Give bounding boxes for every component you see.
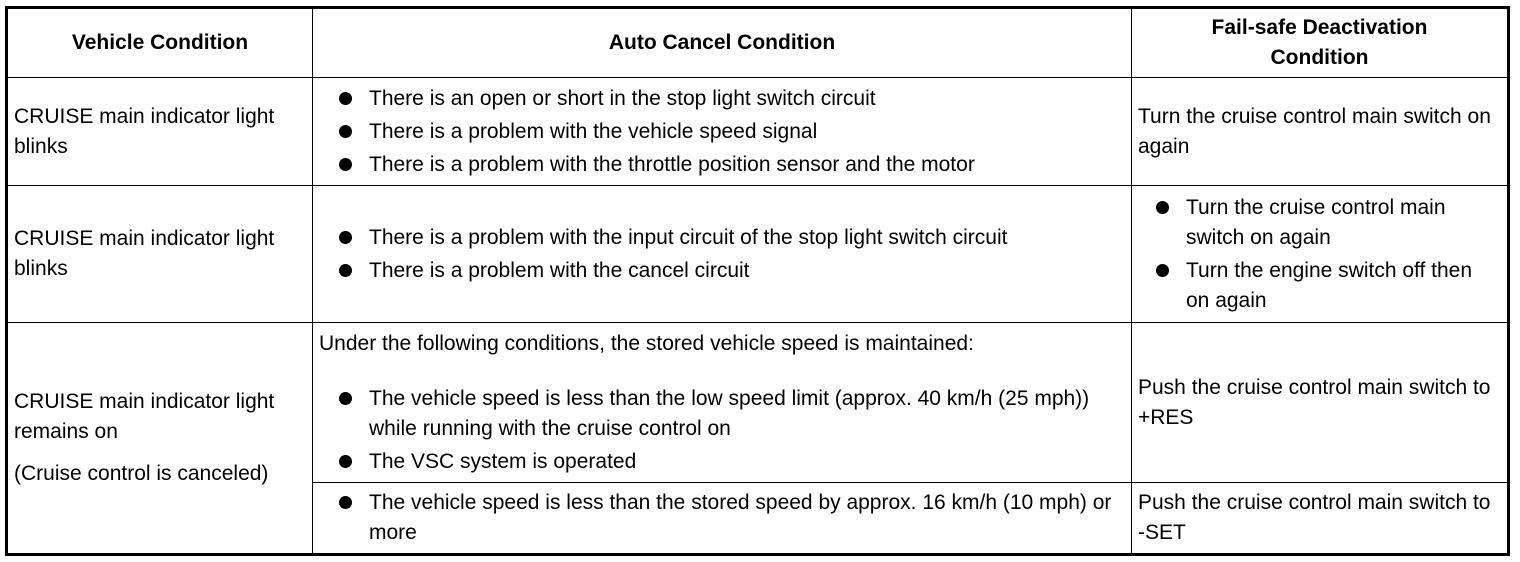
list-item: Turn the engine switch off then on again [1138,256,1501,316]
auto-cancel-list [319,223,1125,286]
list-item: There is a problem with the throttle position sensor and the motor [319,150,1125,180]
fail-safe-cell: Push the cruise control main switch to -SET [1132,483,1509,555]
auto-cancel-cell [313,186,1132,323]
list-item: The vehicle speed is less than the stored speed by approx. 16 km/h (10 mph) or more [319,488,1125,548]
table-row [7,323,1509,483]
header-row [7,8,1509,78]
vehicle-condition-cell: CRUISE main indicator light blinks [7,186,313,323]
list-item: There is a problem with the cancel circuit [319,256,1125,286]
auto-cancel-list [319,488,1125,548]
table-row [7,78,1509,186]
cruise-condition-table [5,6,1510,556]
list-item: The VSC system is operated [319,447,1125,477]
fail-safe-cell: Turn the cruise control main switch on again [1132,78,1509,186]
auto-cancel-cell [313,78,1132,186]
list-item: There is a problem with the input circuit of the stop light switch circuit [319,223,1125,253]
header-auto-cancel-condition: Auto Cancel Condition [313,8,1132,78]
auto-cancel-list [319,384,1125,477]
fail-safe-cell [1132,186,1509,323]
vehicle-condition-text: CRUISE main indicator light remains on [14,390,275,443]
header-fail-safe-line2: Condition [1270,46,1369,69]
list-item: The vehicle speed is less than the low speed limit (approx. 40 km/h (25 mph)) while running with the cruise control on [319,384,1125,444]
auto-cancel-cell [313,483,1132,555]
list-item: Turn the cruise control main switch on again [1138,193,1501,253]
fail-safe-cell: Push the cruise control main switch to +RES [1132,323,1509,483]
header-fail-safe-line1: Fail-safe Deactivation [1211,16,1428,39]
auto-cancel-intro: Under the following conditions, the stored vehicle speed is maintained: [319,331,974,355]
list-item: There is an open or short in the stop light switch circuit [319,84,1125,114]
header-fail-safe-deactivation [1132,8,1509,78]
vehicle-condition-cell [7,323,313,555]
auto-cancel-list [319,84,1125,180]
list-item: There is a problem with the vehicle speed signal [319,117,1125,147]
fail-safe-list [1138,193,1501,316]
auto-cancel-cell [313,323,1132,483]
vehicle-condition-cell: CRUISE main indicator light blinks [7,78,313,186]
vehicle-condition-note: (Cruise control is canceled) [14,462,269,485]
header-vehicle-condition: Vehicle Condition [7,8,313,78]
table-row [7,186,1509,323]
